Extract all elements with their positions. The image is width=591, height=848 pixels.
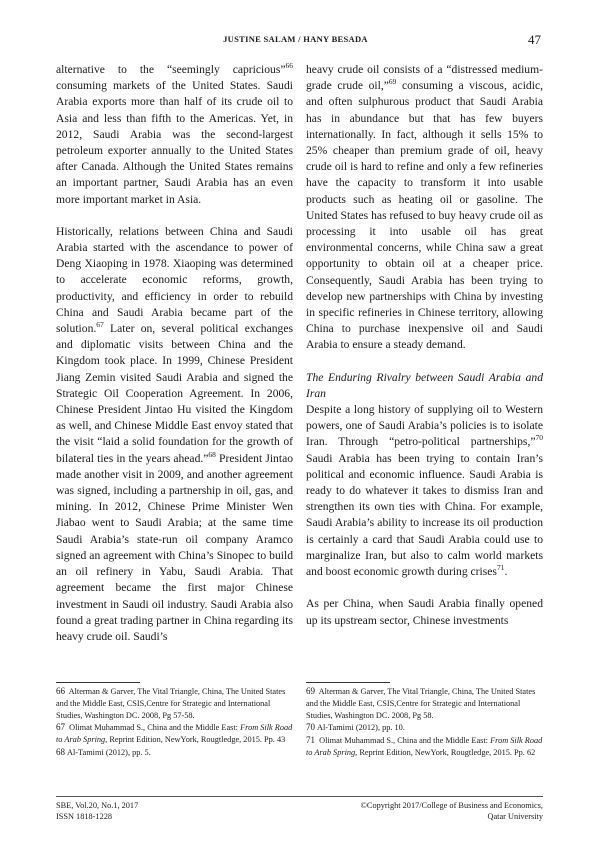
footnote-text: Alterman & Garver, The Vital Triangle, China, The United States and the Middle East, CSIS,Centre for Strategic and International Studies, Washington DC. 2008, Pg 57-58. [56,687,286,720]
issn: ISSN 1818-1228 [56,812,113,821]
paragraph-text: President Jintao made another visit in 2009, and another agreement was signed, including a partnership in oil, gas, and mining. In 2012, Chinese Prime Minister Wen Jiabao went to Saudi Arabia; at the same time Saudi Arabia’s state-run oil company Aramco signed an agreement with China’s Sinopec to build an oil refinery in Yabu, Saudi Arabia. That agreement became the first major Chinese investment in Saudi oil industry. Saudi Arabia also found a great trading partner in China regarding its heavy crude oil. Saudi’s [56,451,294,643]
footnote-text: Al-Tamimi (2012), pp. 10. [317,723,405,733]
footnote-number: 67 [56,722,65,733]
running-head: JUSTINE SALAM / HANY BESADA [223,34,368,44]
footnote-number: 69 [306,686,315,696]
section-heading: The Enduring Rivalry between Saudi Arabia and Iran [306,370,543,400]
footnote-number: 71 [306,735,315,746]
journal-citation: SBE, Vol.20, No.1, 2017 [56,801,139,810]
footnote-text: Olimat Muhammad S., China and the Middle East: [319,736,491,746]
paragraph [306,402,543,580]
paragraph [56,224,293,645]
paragraph-text: . [504,565,508,579]
footnote [56,686,293,721]
footnote-ref: 69 [388,77,397,87]
footnote-number: 70 [306,722,315,733]
paragraph-text: heavy crude oil consists of a “distressed medium-grade crude oil,” [306,63,543,93]
page-header [0,30,591,50]
footnotes-right [306,686,543,760]
paragraph-text: consuming a viscous, acidic, and often sulphurous product that Saudi Arabia has in abundance but that has few buyers internationally. In fact, although it sells 15% to 25% cheaper than premium grade of oil, heavy crude oil is hard to refine and only a few refineries have the capacity to transform it into usable products such as heating oil or gasoline. The United States has refused to buy heavy crude oil as processing it into usable oil has great environmental concerns, while China saw a great opportunity to obtain oil at a cheaper price. Consequently, Saudi Arabia has been trying to develop new partnerships with China by investing in specific refineries in Chinese territory, allowing China to purchase inexpensive oil and Saudi Arabia to ensure a steady demand. [306,79,543,352]
footnote-ref: 68 [208,449,216,459]
footnote [306,735,543,759]
footnote-text: Reprint Edition, NewYork, Rougtledge, 2015. Pp. 62 [357,747,536,757]
paragraph [306,62,543,354]
footnotes-left [56,686,293,760]
footnote-divider [306,682,390,683]
paragraph-text: Saudi Arabia has been trying to contain Iran’s political and economic influence. Saudi Arabia is ready to do whatever it takes to dismiss Iran and strengthen its own ties with China. For example, Saudi Arabia’s ability to increase its oil production is certainly a card that Saudi Arabia could use to marginalize Iran, but also to calm world markets and boost economic growth during crises [306,451,543,579]
footer-divider [56,796,543,797]
paragraph-text: Despite a long history of supplying oil to Western powers, one of Saudi Arabia’s policies is to isolate Iran. Through “petro-political partnerships,” [306,403,543,449]
left-column [56,62,293,645]
footnote-text: Olimat Muhammad S., China and the Middle East: [69,723,241,733]
footer-right [361,800,543,822]
right-column [306,62,543,629]
footnote-ref: 67 [96,320,104,330]
footnote-ref: 71 [496,563,505,573]
institution: Qatar University [487,812,543,821]
footnote-title: From Silk Road to Arab Spring, [56,723,293,745]
footnote [306,722,543,734]
footnote-number: 66 [56,686,65,696]
footnote-text: Alterman & Garver, The Vital Triangle, China, The United States and the Middle East, CSIS,Centre for Strategic and International Studies, Washington DC. 2008, Pg 58. [306,687,536,720]
paragraph: As per China, when Saudi Arabia finally opened up its upstream sector, Chinese investments [306,597,543,627]
footnote-divider [56,682,140,683]
footnote [56,747,293,759]
footnote-ref: 70 [535,433,543,443]
footnote [56,722,293,746]
page-number: 47 [528,32,541,47]
paragraph [56,62,293,208]
copyright: ©Copyright 2017/College of Business and Economics, [360,801,543,810]
footnote-number: 68 [56,746,65,757]
footnote-text: Al-Tamimi (2012), pp. 5. [67,747,151,757]
paragraph-text: alternative to the “seemingly capricious” [56,63,286,76]
footnote-text: Reprint Edition, NewYork, Rougtledge, 2015. Pp. 43 [107,735,286,745]
footnote [306,686,543,721]
footnote-ref: 66 [285,61,293,71]
footer-left [56,800,138,822]
paragraph-text: Historically, relations between China and Saudi Arabia started with the ascendance to power of Deng Xiaoping in 1978. Xiaoping was determined to accelerate economic reforms, growth, productivity, and efficiency in order to rebuild China and Saudi Arabia became part of the solution. [56,224,293,336]
paragraph-text: consuming markets of the United States. Saudi Arabia exports more than half of its crude oil to Asia and less than fifth to the Americas. Yet, in 2012, Saudi Arabia was the second-largest petroleum exporter annually to the United States after Canada. Although the United States remains an important partner, Saudi Arabia has an even more important market in Asia. [56,79,293,206]
footnote-title: From Silk Road to Arab Spring, [306,736,543,757]
paragraph-text: Later on, several political exchanges and diplomatic visits between China and the Kingdom took place. In 1999, Chinese President Jiang Zemin visited Saudi Arabia and signed the Strategic Oil Cooperation Agreement. In 2006, Chinese President Jintao Hu visited the Kingdom as well, and Chinese Middle East envoy stated that the visit “laid a solid foundation for the growth of bilateral ties in the years ahead.” [56,322,293,465]
